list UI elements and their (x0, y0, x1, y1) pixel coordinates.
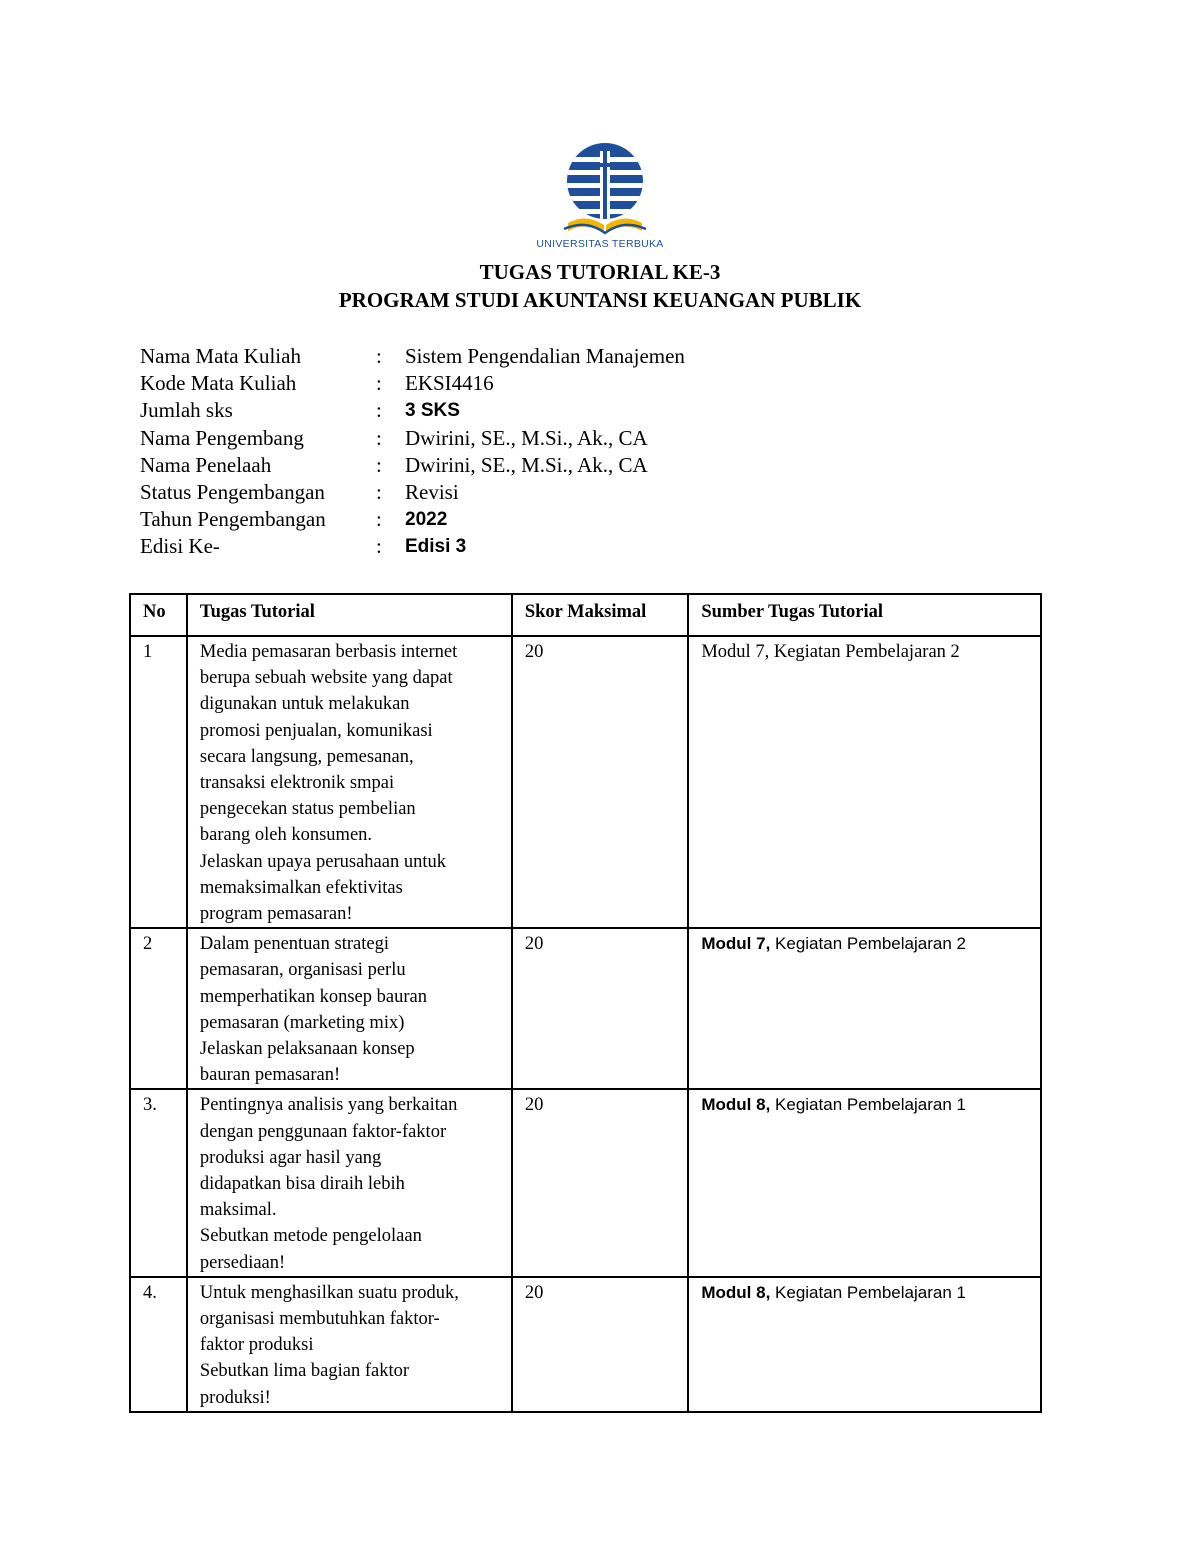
cell-no: 3. (130, 1089, 187, 1276)
cell-task: Dalam penentuan strategi pemasaran, organisasi perlu memperhatikan konsep bauran pemasaran (marketing mix) Jelaskan pelaksanaan konsep bauran pemasaran! (187, 928, 512, 1089)
cell-task: Untuk menghasilkan suatu produk, organisasi membutuhkan faktor- faktor produksi Sebutkan lima bagian faktor produksi! (187, 1277, 512, 1412)
cell-score: 20 (512, 1089, 689, 1276)
info-row-nama-mata-kuliah (140, 343, 685, 370)
info-value: EKSI4416 (405, 371, 494, 396)
header-skor-maksimal: Skor Maksimal (512, 594, 689, 636)
table-header-row (130, 594, 1041, 636)
header-tugas-tutorial: Tugas Tutorial (187, 594, 512, 636)
info-value: 3 SKS (405, 400, 460, 422)
cell-no: 1 (130, 636, 187, 928)
cell-score: 20 (512, 1277, 689, 1412)
source-module: Modul 7, (701, 642, 770, 662)
info-colon: : (376, 534, 382, 559)
universitas-terbuka-logo (560, 143, 650, 253)
info-label: Tahun Pengembangan (140, 507, 326, 532)
cell-task: Media pemasaran berbasis internet berupa sebuah website yang dapat digunakan untuk melakukan promosi penjualan, komunikasi secara langsung, pemesanan, transaksi elektronik smpai pengecekan status pembelian barang oleh konsumen. Jelaskan upaya perusahaan untuk memaksimalkan efektivitas program pemasaran! (187, 636, 512, 928)
cell-no: 2 (130, 928, 187, 1089)
cell-score: 20 (512, 636, 689, 928)
info-row-tahun-pengembangan (140, 506, 685, 533)
cell-source (688, 636, 1041, 928)
course-info (140, 343, 685, 561)
info-colon: : (376, 344, 382, 368)
table-row (130, 636, 1041, 928)
info-label: Nama Penelaah (140, 452, 272, 477)
cell-source (688, 1089, 1041, 1276)
source-module: Modul 8, (701, 1095, 771, 1115)
source-rest: Kegiatan Pembelajaran 2 (769, 642, 960, 662)
info-value: Revisi (405, 479, 459, 504)
source-rest: Kegiatan Pembelajaran 2 (770, 934, 966, 954)
info-colon: : (376, 371, 382, 396)
tutorial-task-table (129, 593, 1042, 1413)
info-colon: : (376, 425, 382, 450)
info-row-nama-pengembang (140, 425, 685, 452)
source-module: Modul 7, (701, 934, 771, 954)
info-label: Status Pengembangan (140, 479, 325, 504)
info-colon: : (376, 452, 382, 477)
info-value: 2022 (405, 509, 448, 531)
info-label: Nama Mata Kuliah (140, 344, 301, 368)
table-row (130, 928, 1041, 1089)
info-label: Nama Pengembang (140, 425, 304, 450)
info-value: Dwirini, SE., M.Si., Ak., CA (405, 425, 648, 450)
info-row-status-pengembangan (140, 479, 685, 506)
info-label: Kode Mata Kuliah (140, 371, 297, 396)
program-title: PROGRAM STUDI AKUNTANSI KEUANGAN PUBLIK (338, 288, 862, 312)
logo-text: UNIVERSITAS TERBUKA (536, 238, 664, 250)
info-colon: : (376, 479, 382, 504)
header-sumber-tugas: Sumber Tugas Tutorial (688, 594, 1041, 636)
document-title: TUGAS TUTORIAL KE-3 (479, 260, 721, 284)
info-colon: : (376, 507, 382, 532)
cell-task: Pentingnya analisis yang berkaitan dengan penggunaan faktor-faktor produksi agar hasil yang didapatkan bisa diraih lebih maksimal. Sebutkan metode pengelolaan persediaan! (187, 1089, 512, 1276)
source-module: Modul 8, (701, 1282, 771, 1302)
info-value: Sistem Pengendalian Manajemen (405, 344, 685, 368)
info-label: Jumlah sks (140, 398, 233, 423)
info-value: Edisi 3 (405, 536, 467, 558)
info-row-nama-penelaah (140, 452, 685, 479)
cell-source (688, 1277, 1041, 1412)
info-colon: : (376, 398, 382, 423)
info-row-jumlah-sks (140, 397, 685, 424)
header-no: No (130, 594, 187, 636)
info-label: Edisi Ke- (140, 534, 220, 559)
info-row-kode-mata-kuliah (140, 370, 685, 397)
cell-score: 20 (512, 928, 689, 1089)
info-value: Dwirini, SE., M.Si., Ak., CA (405, 452, 648, 477)
source-rest: Kegiatan Pembelajaran 1 (770, 1095, 966, 1115)
source-rest: Kegiatan Pembelajaran 1 (770, 1282, 966, 1302)
table-row (130, 1277, 1041, 1412)
cell-source (688, 928, 1041, 1089)
table-row (130, 1089, 1041, 1276)
info-row-edisi-ke (140, 533, 685, 560)
cell-no: 4. (130, 1277, 187, 1412)
